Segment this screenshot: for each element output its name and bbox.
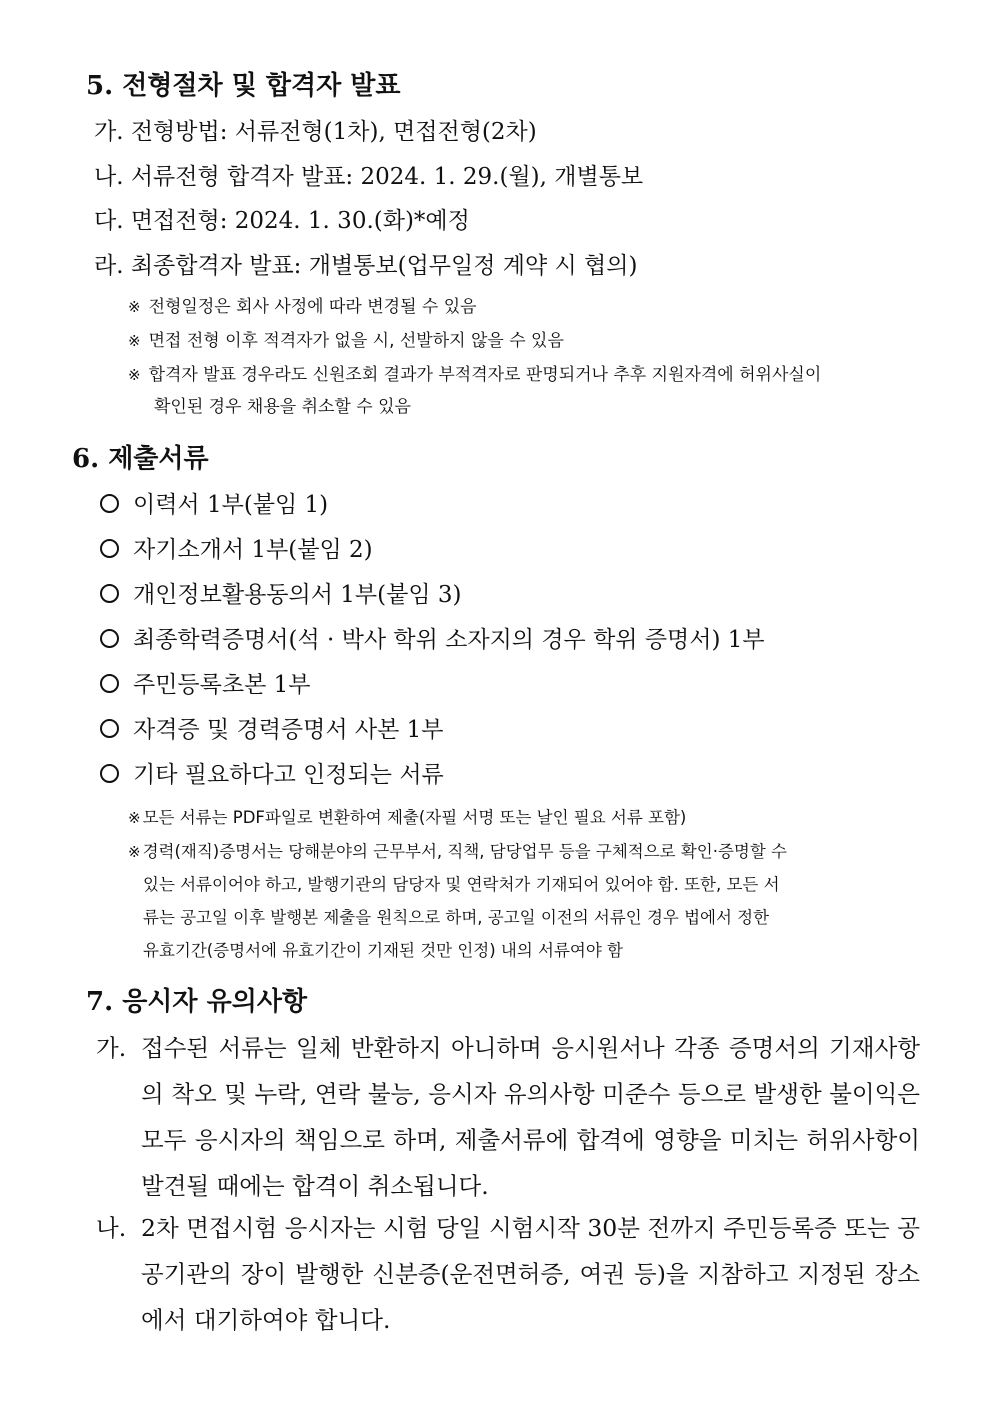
item-text: 접수된 서류는 일체 반환하지 아니하며 응시원서나 각종 증명서의 기재사항의 착오 및 누락, 연락 불능, 응시자 유의사항 미준수 등으로 발생한 불이익은 모두 응시자의 책임으로 하며, 제출서류에 합격에 영향을 미치는 허위사항이 발견될 때에는 합격이 취소됩니다. [141, 1034, 920, 1200]
section-5-note-3-cont: 확인된 경우 채용을 취소할 수 있음 [154, 397, 411, 417]
circle-bullet-icon [100, 584, 119, 603]
section-6-title: 6. 제출서류 [72, 444, 209, 474]
section-7-item-1 [96, 1025, 920, 1209]
section-6-note-2: ※ 경력(재직)증명서는 당해분야의 근무부서, 직책, 담당업무 등을 구체적으로 확인·증명할 수 [128, 842, 787, 861]
section-5-item-3: 다. 면접전형: 2024. 1. 30.(화)*예정 [94, 208, 470, 234]
reference-mark-icon: ※ [128, 809, 141, 827]
circle-bullet-icon [100, 539, 119, 558]
section-7-item-2 [96, 1205, 920, 1343]
document-list-item: 개인정보활용동의서 1부(붙임 3) [100, 580, 461, 610]
circle-bullet-icon [100, 674, 119, 693]
reference-mark-icon: ※ [128, 366, 141, 384]
circle-bullet-icon [100, 494, 119, 513]
document-list-item: 주민등록초본 1부 [100, 670, 310, 700]
section-5-note-2: ※ 면접 전형 이후 적격자가 없을 시, 선발하지 않을 수 있음 [128, 331, 564, 351]
document-list-item: 기타 필요하다고 인정되는 서류 [100, 760, 444, 790]
section-7-title: 7. 응시자 유의사항 [86, 987, 308, 1017]
circle-bullet-icon [100, 764, 119, 783]
section-5-note-1: ※ 전형일정은 회사 사정에 따라 변경될 수 있음 [128, 297, 477, 317]
section-5-item-1: 가. 전형방법: 서류전형(1차), 면접전형(2차) [94, 119, 537, 145]
document-list-item: 자격증 및 경력증명서 사본 1부 [100, 715, 444, 745]
item-text: 2차 면접시험 응시자는 시험 당일 시험시작 30분 전까지 주민등록증 또는 공공기관의 장이 발행한 신분증(운전면허증, 여권 등)을 지참하고 지정된 장소에서 대기하여야 합니다. [141, 1214, 920, 1334]
reference-mark-icon: ※ [128, 298, 141, 316]
section-5-item-2: 나. 서류전형 합격자 발표: 2024. 1. 29.(월), 개별통보 [94, 164, 644, 190]
section-6-note-2-cont-2: 류는 공고일 이후 발행본 제출을 원칙으로 하며, 공고일 이전의 서류인 경우 법에서 정한 [143, 908, 770, 927]
section-6-note-1: ※ 모든 서류는 PDF파일로 변환하여 제출(자필 서명 또는 날인 필요 서류 포함) [128, 808, 687, 827]
item-label: 나. [96, 1214, 127, 1242]
document-list-item: 최종학력증명서(석 · 박사 학위 소자지의 경우 학위 증명서) 1부 [100, 625, 765, 655]
section-5-item-4: 라. 최종합격자 발표: 개별통보(업무일정 계약 시 협의) [94, 253, 638, 279]
section-5-title: 5. 전형절차 및 합격자 발표 [86, 71, 401, 101]
section-5-note-3: ※ 합격자 발표 경우라도 신원조회 결과가 부적격자로 판명되거나 추후 지원자격에 허위사실이 [128, 365, 822, 385]
section-6-note-2-cont-1: 있는 서류이어야 하고, 발행기관의 담당자 및 연락처가 기재되어 있어야 함. 또한, 모든 서 [143, 875, 780, 894]
circle-bullet-icon [100, 629, 119, 648]
document-list-item: 이력서 1부(붙임 1) [100, 490, 328, 520]
section-6-note-2-cont-3: 유효기간(증명서에 유효기간이 기재된 것만 인정) 내의 서류여야 함 [143, 941, 623, 960]
circle-bullet-icon [100, 719, 119, 738]
reference-mark-icon: ※ [128, 332, 141, 350]
item-label: 가. [96, 1034, 127, 1062]
document-list-item: 자기소개서 1부(붙임 2) [100, 535, 373, 565]
reference-mark-icon: ※ [128, 843, 141, 861]
